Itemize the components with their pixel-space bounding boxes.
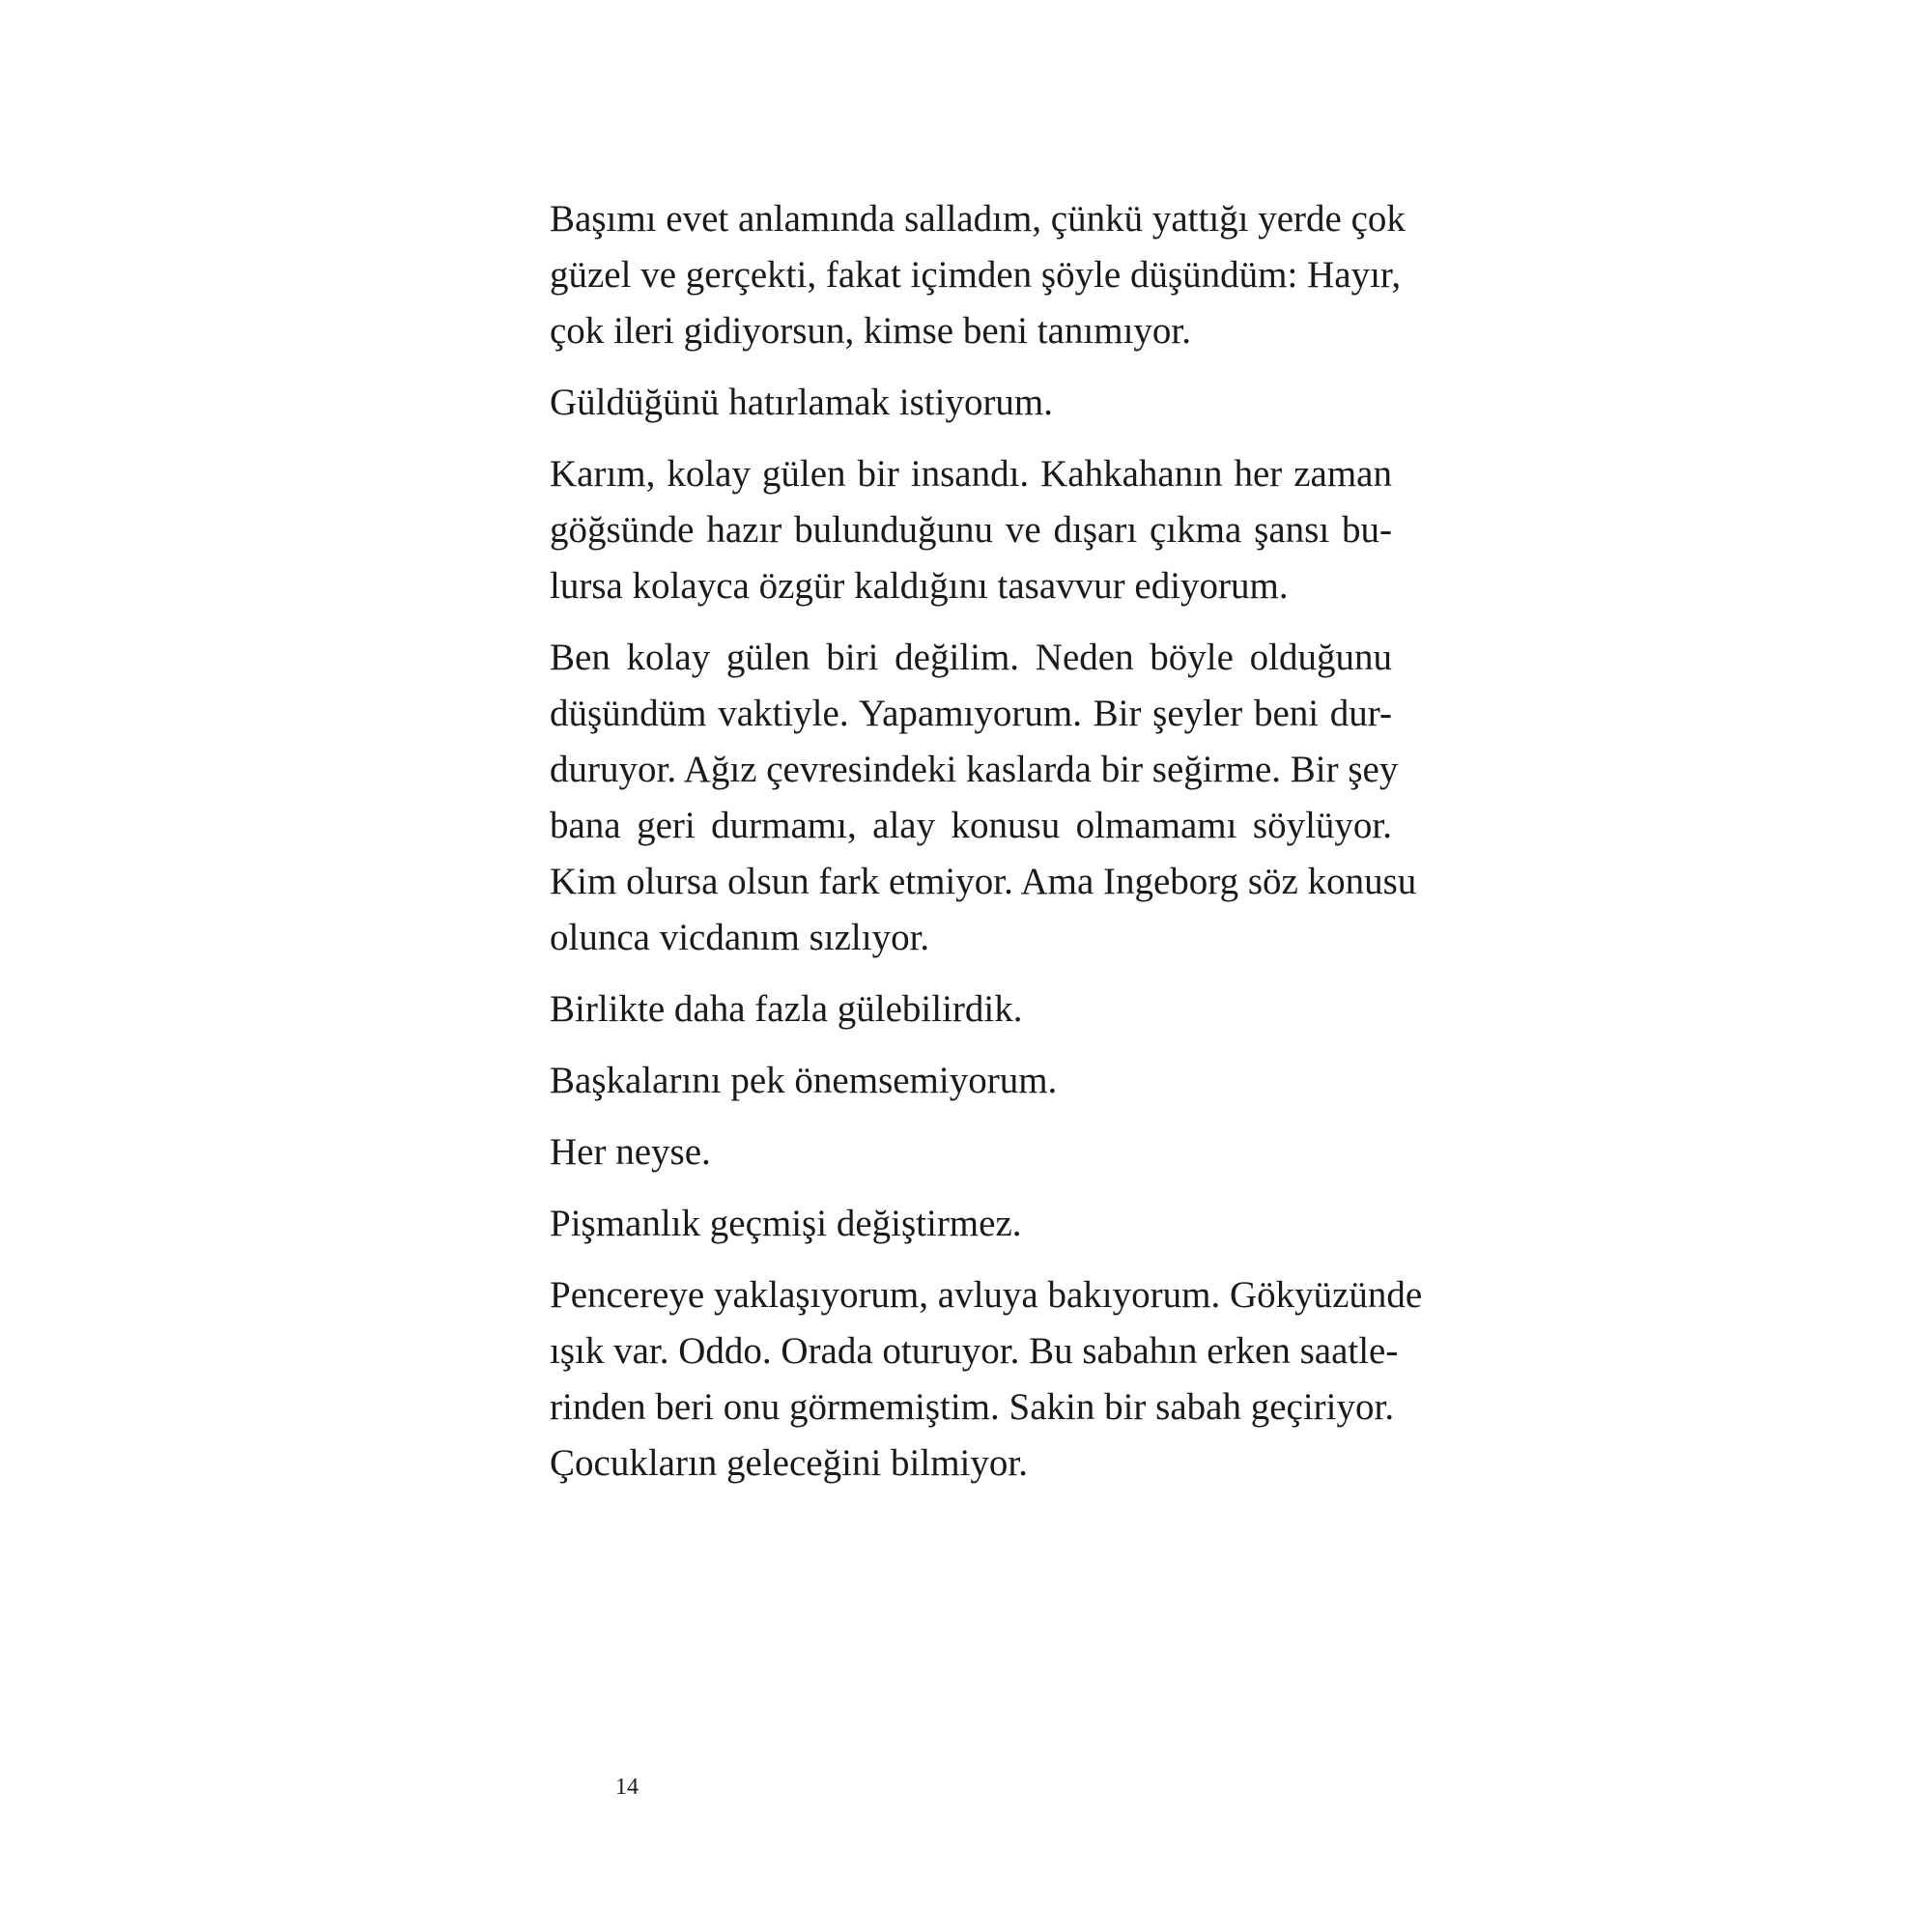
text-line: duruyor. Ağız çevresindeki kaslarda bir seğirme. Bir şey [550,749,1399,790]
paragraph-8 [550,1196,1392,1252]
text-line: lursa kolayca özgür kaldığını tasavvur ediyorum. [550,565,1289,607]
text-line: rinden beri onu görmemiştim. Sakin bir sabah geçiriyor. [550,1386,1395,1428]
text-line: Güldüğünü hatırlamak istiyorum. [550,382,1054,423]
paragraph-7 [550,1124,1392,1180]
text-line: göğsünde hazır bulunduğunu ve dışarı çıkma şansı bu- [550,509,1392,551]
text-line: olunca vicdanım sızlıyor. [550,917,930,958]
text-line: Çocukların geleceğini bilmiyor. [550,1442,1028,1484]
paragraph-3 [550,446,1392,614]
text-line: Karım, kolay gülen bir insandı. Kahkahanın her zaman [550,453,1392,495]
text-line: Her neyse. [550,1131,711,1173]
text-line: Başkalarını pek önemsemiyorum. [550,1060,1058,1101]
text-line: düşündüm vaktiyle. Yapamıyorum. Bir şeyler beni dur- [550,693,1392,734]
paragraph-6 [550,1053,1392,1109]
paragraph-1 [550,191,1406,359]
paragraph-4 [550,630,1417,966]
text-line: Ben kolay gülen biri değilim. Neden böyle olduğunu [550,637,1392,678]
paragraph-2 [550,375,1392,431]
text-line: güzel ve gerçekti, fakat içimden şöyle düşündüm: Hayır, [550,254,1402,296]
body-text [550,191,1423,1507]
paragraph-5 [550,981,1392,1037]
text-line: ışık var. Oddo. Orada oturuyor. Bu sabahın erken saatle- [550,1330,1399,1372]
text-line: Pencereye yaklaşıyorum, avluya bakıyorum. Gökyüzünde [550,1274,1423,1316]
text-line: bana geri durmamı, alay konusu olmamamı söylüyor. [550,805,1392,846]
text-line: çok ileri gidiyorsun, kimse beni tanımıyor. [550,310,1191,352]
page-number: 14 [615,1775,639,1800]
paragraph-9 [550,1267,1423,1492]
text-line: Birlikte daha fazla gülebilirdik. [550,988,1023,1030]
text-line: Kim olursa olsun fark etmiyor. Ama Ingeborg söz konusu [550,861,1417,902]
text-line: Başımı evet anlamında salladım, çünkü yattığı yerde çok [550,198,1406,240]
text-line: Pişmanlık geçmişi değiştirmez. [550,1203,1022,1244]
